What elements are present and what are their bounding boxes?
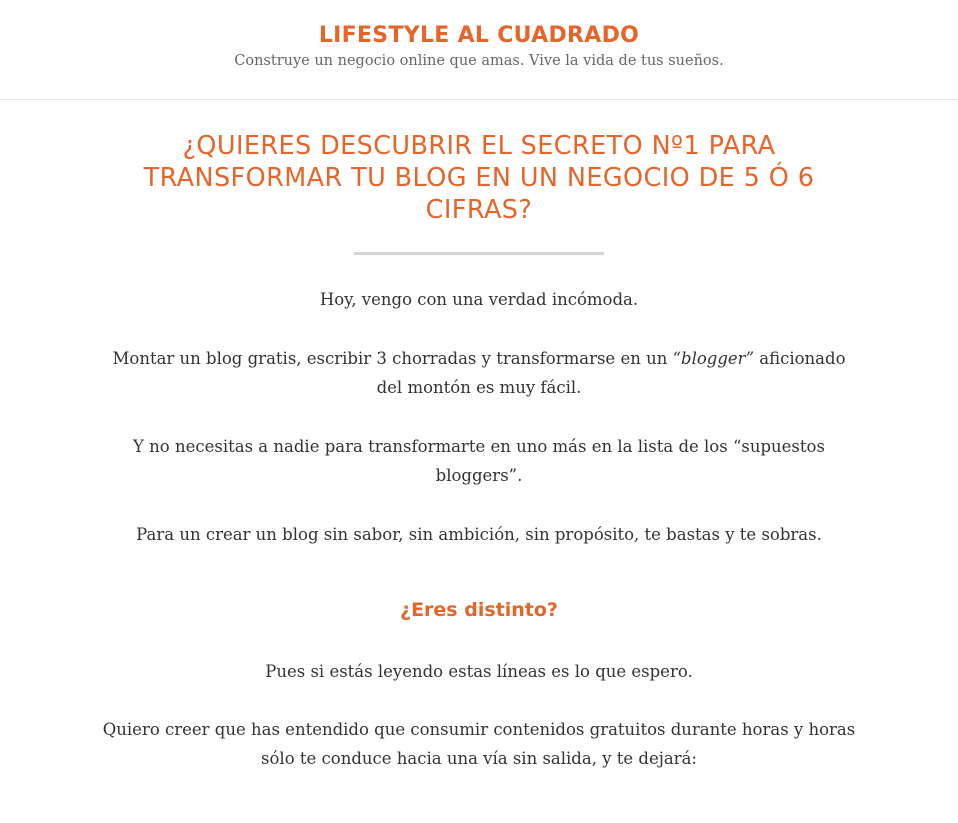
- paragraph-blog-easy-text-start: Montar un blog gratis, escribir 3 chorradas y transformarse en un: [112, 349, 673, 368]
- page-headline: ¿QUIERES DESCUBRIR EL SECRETO Nº1 PARA TRANSFORMAR TU BLOG EN UN NEGOCIO DE 5 Ó 6 CIFRAS?: [143, 131, 815, 225]
- main-content: [99, 130, 859, 773]
- paragraph-blog-easy: [99, 344, 859, 402]
- site-header: [0, 0, 958, 100]
- paragraph-blog-easy-text-end: aficionado del montón es muy fácil.: [376, 349, 846, 397]
- paragraph-hope: Pues si estás leyendo estas líneas es lo que espero.: [265, 662, 693, 681]
- site-title-link[interactable]: LIFESTYLE AL CUADRADO: [318, 23, 640, 48]
- paragraph-intro: Hoy, vengo con una verdad incómoda.: [319, 290, 639, 309]
- blogger-emphasis: “blogger”: [672, 349, 754, 368]
- paragraph-no-ambition: Para un crear un blog sin sabor, sin ambición, sin propósito, te bastas y te sobras.: [136, 525, 822, 544]
- paragraph-no-need: Y no necesitas a nadie para transformarte en uno más en la lista de los “supuestos bloggers”.: [133, 437, 825, 485]
- paragraph-free-content: Quiero creer que has entendido que consumir contenidos gratuitos durante horas y horas sólo te conduce hacia una vía sin salida, y te dejará:: [102, 720, 856, 768]
- headline-divider: [354, 252, 604, 255]
- site-tagline: Construye un negocio online que amas. Vive la vida de tus sueños.: [234, 53, 724, 69]
- subheading-eres-distinto: ¿Eres distinto?: [400, 599, 558, 621]
